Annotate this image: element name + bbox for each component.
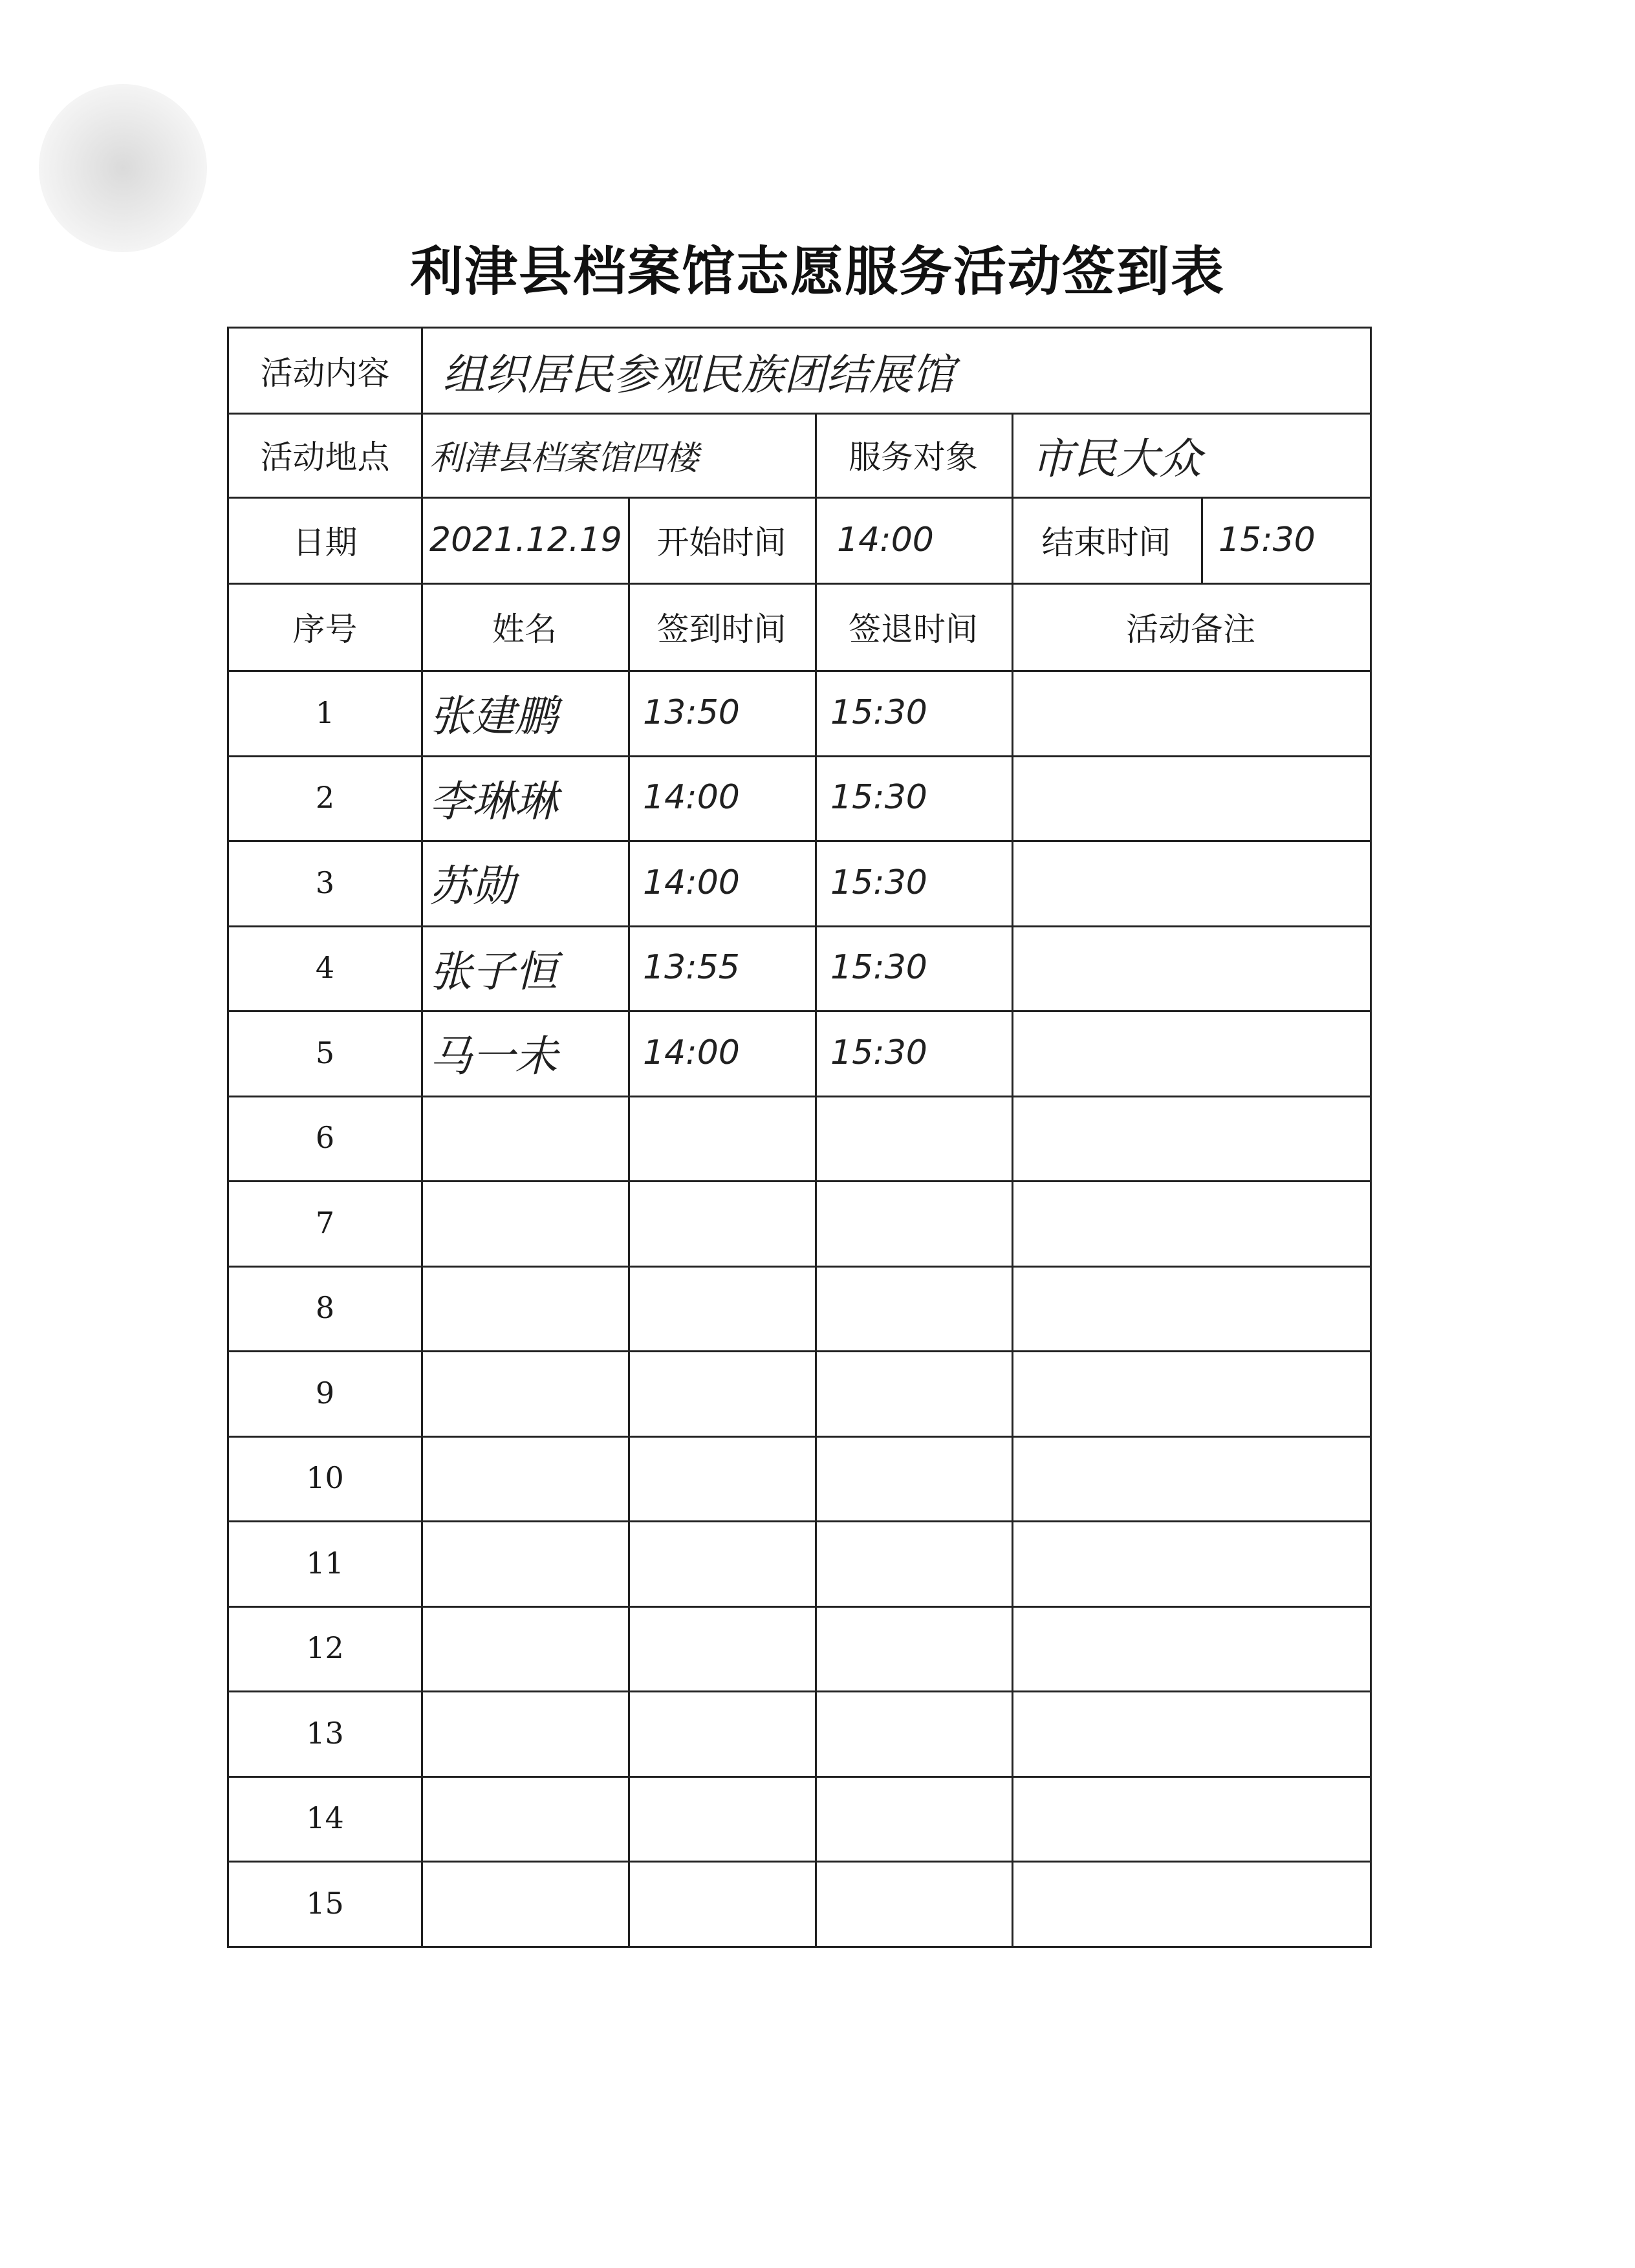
row-number: 13 — [306, 1715, 344, 1751]
row-sign-out-time — [830, 1776, 1012, 1861]
row-sign-in-time — [643, 1350, 815, 1436]
row-name — [429, 1861, 628, 1946]
col-header-sign-in: 签到时间 — [656, 610, 786, 648]
row-sign-out-time — [830, 1180, 1012, 1266]
row-sign-out-time: 15:30 — [830, 778, 927, 817]
row-sign-in-time — [643, 1776, 815, 1861]
row-note — [1024, 1776, 1361, 1861]
col-divider — [628, 497, 630, 1946]
col-header-name: 姓名 — [492, 610, 557, 648]
row-number: 1 — [315, 695, 335, 730]
row-name: 李琳琳 — [429, 776, 558, 826]
row-number: 11 — [306, 1545, 344, 1581]
row-sign-in-time — [643, 1861, 815, 1946]
row-number: 9 — [315, 1375, 335, 1410]
audience-label: 服务对象 — [849, 438, 978, 476]
row-number: 5 — [315, 1035, 335, 1070]
location-label: 活动地点 — [260, 438, 390, 476]
row-sign-out-time: 15:30 — [830, 1033, 927, 1072]
row-sign-in-time — [643, 1266, 815, 1351]
start-time-label: 开始时间 — [656, 523, 786, 561]
row-note — [1024, 670, 1361, 755]
row-sign-in-time — [643, 1690, 815, 1776]
row-sign-out-time — [830, 1861, 1012, 1946]
row-sign-out-time — [830, 1096, 1012, 1181]
row-sign-out-time — [830, 1690, 1012, 1776]
row-sign-in-time: 14:00 — [643, 863, 740, 902]
row-number: 7 — [315, 1205, 335, 1240]
end-time-value: 15:30 — [1218, 520, 1316, 559]
row-name — [429, 1436, 628, 1521]
row-sign-in-time — [643, 1606, 815, 1691]
row-number: 14 — [306, 1800, 344, 1836]
row-note — [1024, 925, 1361, 1011]
content-label: 活动内容 — [260, 354, 390, 392]
row-sign-in-time — [643, 1436, 815, 1521]
row-note — [1024, 1690, 1361, 1776]
row-number: 10 — [306, 1460, 344, 1496]
row-number: 4 — [315, 950, 335, 986]
row-note — [1024, 755, 1361, 841]
date-label: 日期 — [292, 523, 358, 561]
start-time-value: 14:00 — [837, 520, 934, 559]
row-name — [429, 1520, 628, 1606]
row-note — [1024, 1180, 1361, 1266]
row-name: 张子恒 — [429, 946, 558, 997]
row-sign-out-time — [830, 1436, 1012, 1521]
row-sign-in-time — [643, 1180, 815, 1266]
page-title: 利津县档案馆志愿服务活动签到表 — [409, 241, 1225, 303]
row-name — [429, 1690, 628, 1776]
row-note — [1024, 1350, 1361, 1436]
row-sign-in-time: 14:00 — [643, 778, 740, 817]
row-note — [1024, 1520, 1361, 1606]
location-value: 利津县档案馆四楼 — [429, 438, 699, 478]
end-time-label: 结束时间 — [1041, 523, 1171, 561]
row-name — [429, 1180, 628, 1266]
col-header-note: 活动备注 — [1126, 610, 1255, 648]
row-sign-in-time: 13:55 — [643, 948, 740, 988]
row-sign-in-time — [643, 1096, 815, 1181]
row-sign-in-time: 13:50 — [643, 693, 740, 732]
col-divider — [1201, 497, 1203, 583]
row-name — [429, 1776, 628, 1861]
row-note — [1024, 1436, 1361, 1521]
row-sign-out-time — [830, 1606, 1012, 1691]
row-note — [1024, 1096, 1361, 1181]
row-note — [1024, 1266, 1361, 1351]
row-note — [1024, 840, 1361, 925]
row-sign-in-time: 14:00 — [643, 1033, 740, 1072]
row-sign-out-time — [830, 1350, 1012, 1436]
col-header-sign-out: 签退时间 — [849, 610, 978, 648]
row-number: 6 — [315, 1120, 335, 1156]
content-value: 组织居民参观民族团结展馆 — [442, 349, 955, 400]
row-note — [1024, 1010, 1361, 1096]
row-name — [429, 1266, 628, 1351]
row-name — [429, 1096, 628, 1181]
row-sign-out-time: 15:30 — [830, 948, 927, 988]
col-header-no: 序号 — [292, 610, 358, 648]
row-sign-out-time: 15:30 — [830, 863, 927, 902]
row-name — [429, 1350, 628, 1436]
row-sign-out-time: 15:30 — [830, 693, 927, 732]
row-name: 张建鹏 — [429, 691, 558, 742]
row-number: 15 — [306, 1885, 344, 1921]
sign-in-table — [227, 327, 1372, 1948]
date-value: 2021.12.19 — [429, 520, 622, 559]
row-number: 3 — [315, 865, 335, 900]
row-name: 苏勋 — [429, 861, 515, 912]
audience-value: 市民大众 — [1031, 433, 1202, 484]
scan-smudge — [39, 84, 207, 252]
row-sign-out-time — [830, 1520, 1012, 1606]
row-sign-in-time — [643, 1520, 815, 1606]
row-sign-out-time — [830, 1266, 1012, 1351]
col-divider — [421, 329, 423, 1946]
row-name: 马一未 — [429, 1031, 558, 1082]
row-number: 2 — [315, 780, 335, 815]
row-number: 12 — [306, 1630, 344, 1666]
row-name — [429, 1606, 628, 1691]
row-note — [1024, 1861, 1361, 1946]
row-number: 8 — [315, 1290, 335, 1326]
row-note — [1024, 1606, 1361, 1691]
